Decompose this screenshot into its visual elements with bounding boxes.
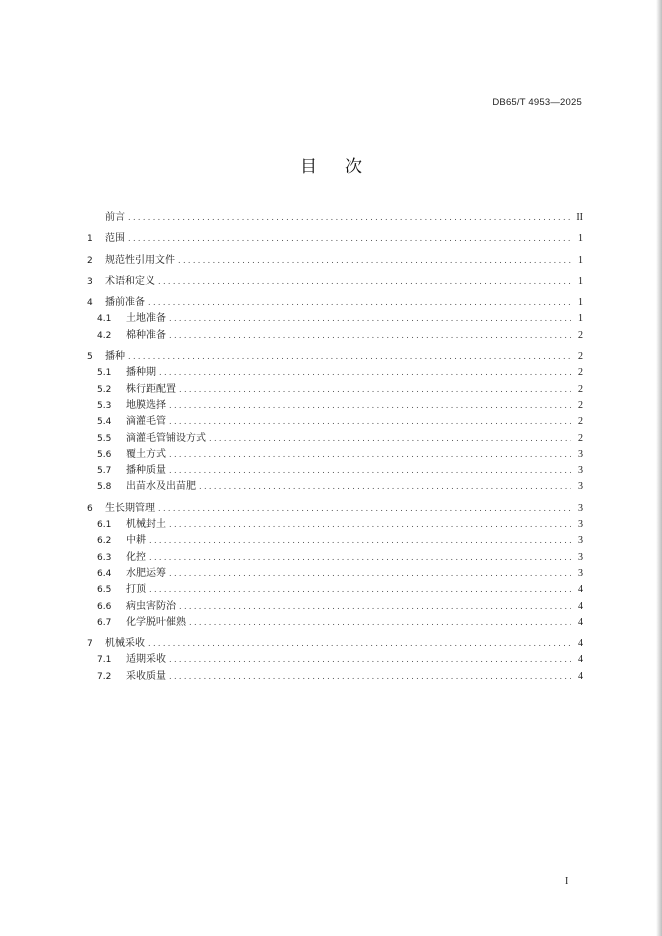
toc-entry-number: 4	[87, 298, 93, 309]
toc-entry-number: 6.1	[97, 520, 112, 531]
document-id: DB65/T 4953—2025	[492, 97, 582, 108]
toc-entry-number: 1	[87, 234, 93, 245]
toc-subsection-entry[interactable]	[87, 431, 583, 447]
toc-entry-label: 适期采收	[126, 654, 166, 666]
toc-entry-page: 3	[578, 551, 583, 563]
toc-entry-number: 6.5	[97, 585, 112, 596]
toc-entry-number: 5.2	[97, 384, 112, 395]
toc-dot-leader	[169, 328, 571, 344]
toc-dot-leader	[158, 501, 571, 517]
toc-entry-number: 6.2	[97, 536, 112, 547]
table-of-contents	[87, 210, 583, 685]
toc-entry-number: 5.6	[97, 449, 112, 460]
toc-dot-leader	[169, 414, 571, 430]
toc-dot-leader	[178, 253, 571, 269]
toc-entry-number: 5.7	[97, 466, 112, 477]
toc-subsection-entry[interactable]	[87, 550, 583, 566]
toc-entry-number: 6.6	[97, 601, 112, 612]
toc-entry-label: 机械采收	[105, 638, 145, 650]
toc-entry-label: 滴灌毛管铺设方式	[126, 432, 206, 444]
toc-entry-label: 出苗水及出苗肥	[126, 481, 196, 493]
toc-dot-leader	[169, 311, 571, 327]
toc-dot-leader	[209, 431, 571, 447]
toc-entry-label: 中耕	[126, 535, 146, 547]
toc-dot-leader	[159, 365, 571, 381]
toc-entry-label: 株行距配置	[126, 383, 176, 395]
toc-entry-number: 2	[87, 255, 93, 266]
toc-dot-leader	[149, 533, 571, 549]
toc-entry-page: 4	[578, 670, 583, 682]
toc-entry-number: 6.4	[97, 568, 112, 579]
toc-dot-leader	[199, 479, 571, 495]
toc-subsection-entry[interactable]	[87, 414, 583, 430]
toc-dot-leader	[169, 517, 571, 533]
toc-entry-label: 生长期管理	[105, 502, 155, 514]
toc-section-entry[interactable]	[87, 274, 583, 290]
toc-dot-leader	[169, 669, 571, 685]
toc-entry-page: 3	[578, 448, 583, 460]
toc-section-entry[interactable]	[87, 636, 583, 652]
toc-entry-page: 1	[578, 297, 583, 309]
toc-subsection-entry[interactable]	[87, 479, 583, 495]
toc-entry-label: 播种期	[126, 367, 156, 379]
toc-subsection-entry[interactable]	[87, 652, 583, 668]
toc-entry-number: 6.7	[97, 617, 112, 628]
toc-dot-leader	[128, 231, 571, 247]
toc-subsection-entry[interactable]	[87, 328, 583, 344]
toc-entry-label: 机械封土	[126, 519, 166, 531]
toc-dot-leader	[149, 550, 571, 566]
toc-entry-label: 规范性引用文件	[105, 254, 175, 266]
toc-entry-page: 3	[578, 502, 583, 514]
toc-subsection-entry[interactable]	[87, 398, 583, 414]
toc-entry-page: 1	[578, 254, 583, 266]
toc-entry-label: 术语和定义	[105, 275, 155, 287]
toc-subsection-entry[interactable]	[87, 517, 583, 533]
toc-entry-label: 范围	[105, 233, 125, 245]
toc-entry-label: 滴灌毛管	[126, 416, 166, 428]
toc-entry-number: 5.8	[97, 482, 112, 493]
toc-subsection-entry[interactable]	[87, 582, 583, 598]
toc-section-entry[interactable]	[87, 501, 583, 517]
toc-entry-label: 采收质量	[126, 670, 166, 682]
page-number: I	[565, 876, 569, 887]
toc-entry-page: 1	[578, 233, 583, 245]
toc-entry-page: 2	[578, 432, 583, 444]
toc-entry-page: 3	[578, 465, 583, 477]
toc-dot-leader	[169, 398, 571, 414]
toc-entry-number: 4.2	[97, 330, 112, 341]
toc-entry-label: 打顶	[126, 584, 146, 596]
toc-entry-page: 1	[578, 313, 583, 325]
toc-section-entry[interactable]	[87, 231, 583, 247]
toc-entry-number: 4.1	[97, 314, 112, 325]
toc-entry-label: 播前准备	[105, 297, 145, 309]
toc-entry-page: 1	[578, 275, 583, 287]
toc-subsection-entry[interactable]	[87, 382, 583, 398]
toc-entry-number: 5.5	[97, 433, 112, 444]
toc-entry-label: 土地准备	[126, 313, 166, 325]
toc-entry-page: 4	[578, 654, 583, 666]
toc-entry-page: 3	[578, 567, 583, 579]
toc-subsection-entry[interactable]	[87, 463, 583, 479]
toc-dot-leader	[149, 582, 571, 598]
toc-entry-label: 覆土方式	[126, 448, 166, 460]
toc-subsection-entry[interactable]	[87, 599, 583, 615]
toc-entry-number: 6	[87, 503, 93, 514]
toc-subsection-entry[interactable]	[87, 447, 583, 463]
toc-dot-leader	[158, 274, 571, 290]
page-title: 目次	[300, 157, 390, 177]
toc-dot-leader	[128, 349, 571, 365]
toc-entry-number: 5.3	[97, 400, 112, 411]
toc-entry-number: 3	[87, 276, 93, 287]
toc-entry-label: 前言	[105, 212, 125, 223]
toc-subsection-entry[interactable]	[87, 566, 583, 582]
toc-entry-label: 化学脱叶催熟	[126, 616, 186, 628]
toc-entry-page: 3	[578, 519, 583, 531]
toc-entry-number: 7	[87, 639, 93, 650]
toc-entry-page: 4	[578, 638, 583, 650]
toc-dot-leader	[179, 382, 571, 398]
toc-entry-page: 4	[578, 584, 583, 596]
toc-entry-page: 2	[578, 416, 583, 428]
toc-entry-page: 2	[578, 351, 583, 363]
toc-dot-leader	[169, 447, 571, 463]
toc-entry-label: 地膜选择	[126, 399, 166, 411]
toc-entry-label: 播种质量	[126, 465, 166, 477]
toc-section-entry[interactable]	[87, 210, 583, 226]
toc-dot-leader	[189, 615, 571, 631]
toc-entry-number: 7.1	[97, 655, 112, 666]
toc-entry-label: 化控	[126, 551, 146, 563]
toc-dot-leader	[148, 295, 571, 311]
toc-dot-leader	[128, 210, 571, 226]
toc-entry-label: 病虫害防治	[126, 600, 176, 612]
toc-entry-page: 2	[578, 367, 583, 379]
toc-section-entry[interactable]	[87, 253, 583, 269]
toc-subsection-entry[interactable]	[87, 533, 583, 549]
toc-subsection-entry[interactable]	[87, 311, 583, 327]
toc-dot-leader	[169, 566, 571, 582]
toc-subsection-entry[interactable]	[87, 615, 583, 631]
toc-section-entry[interactable]	[87, 295, 583, 311]
toc-subsection-entry[interactable]	[87, 365, 583, 381]
toc-entry-label: 播种	[105, 351, 125, 363]
toc-entry-number: 6.3	[97, 552, 112, 563]
toc-entry-page: II	[576, 212, 583, 223]
toc-entry-page: 3	[578, 481, 583, 493]
toc-entry-number: 5	[87, 352, 93, 363]
toc-dot-leader	[179, 599, 571, 615]
toc-entry-page: 2	[578, 383, 583, 395]
toc-entry-label: 水肥运筹	[126, 567, 166, 579]
toc-entry-number: 5.4	[97, 417, 112, 428]
toc-entry-page: 3	[578, 535, 583, 547]
toc-dot-leader	[169, 652, 571, 668]
toc-entry-page: 2	[578, 399, 583, 411]
toc-dot-leader	[148, 636, 571, 652]
toc-entry-page: 4	[578, 616, 583, 628]
toc-entry-number: 5.1	[97, 368, 112, 379]
scan-edge-shadow	[656, 0, 662, 936]
toc-entry-number: 7.2	[97, 671, 112, 682]
toc-entry-label: 棉种准备	[126, 329, 166, 341]
toc-subsection-entry[interactable]	[87, 669, 583, 685]
toc-dot-leader	[169, 463, 571, 479]
toc-entry-page: 4	[578, 600, 583, 612]
toc-entry-page: 2	[578, 329, 583, 341]
toc-section-entry[interactable]	[87, 349, 583, 365]
